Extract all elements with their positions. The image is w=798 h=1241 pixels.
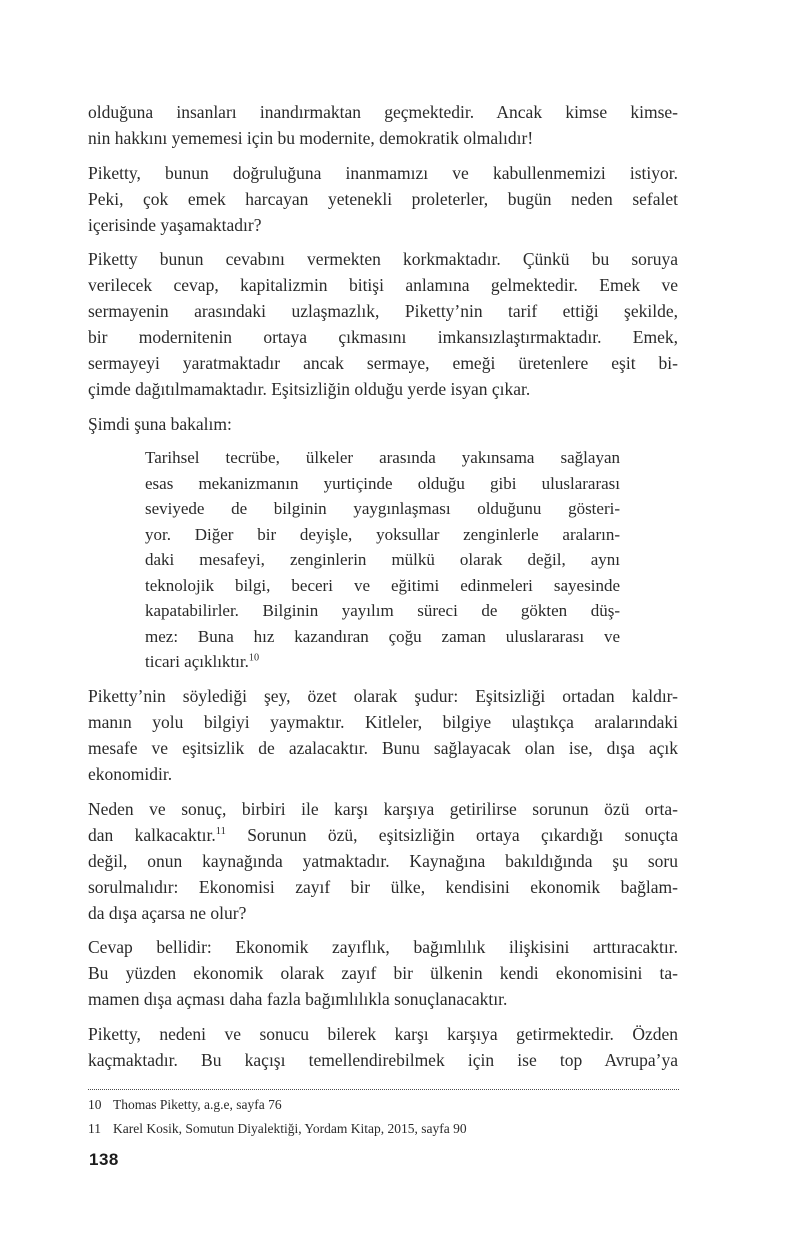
text-line: çimde dağıtılmamaktadır. Eşitsizliğin olduğu yerde isyan çıkar. bbox=[88, 379, 531, 399]
text-line: Piketty, bunun doğruluğuna inanmamızı ve kabullenmemizi istiyor. bbox=[88, 162, 678, 183]
footnote-separator bbox=[88, 1089, 679, 1090]
text-line: Peki, çok emek harcayan yetenekli proleterler, bugün neden sefalet bbox=[88, 188, 678, 209]
block-quote bbox=[88, 445, 678, 675]
text-line: dan kalkacaktır.$^{11}$ Sorunun özü, eşitsizliğin ortaya çıkardığı sonuçta bbox=[88, 824, 678, 845]
footnote bbox=[88, 1117, 679, 1141]
page-number: 138 bbox=[89, 1150, 119, 1169]
paragraph bbox=[88, 1021, 678, 1073]
text-line: mamen dışa açması daha fazla bağımlılıkla sonuçlanacaktır. bbox=[88, 989, 508, 1009]
text-line: Piketty, nedeni ve sonucu bilerek karşı karşıya getirmektedir. Özden bbox=[88, 1023, 678, 1044]
text-line: değil, onun kaynağında yatmaktadır. Kaynağına bakıldığında şu soru bbox=[88, 850, 678, 871]
paragraph bbox=[88, 411, 678, 437]
text-line: Piketty’nin söylediği şey, özet olarak şudur: Eşitsizliği ortadan kaldır- bbox=[88, 686, 678, 706]
text-line: Piketty bunun cevabını vermekten korkmaktadır. Çünkü bu soruya bbox=[88, 249, 678, 269]
text-line: nin hakkını yememesi için bu modernite, demokratik olmalıdır! bbox=[88, 128, 534, 148]
text-line: mesafe ve eşitsizlik de azalacaktır. Bunu sağlayacak olan ise, dışa açık bbox=[88, 738, 678, 758]
text-line: ekonomidir. bbox=[88, 764, 173, 784]
text-line: seviyede de bilginin yaygınlaşması olduğunu gösteri- bbox=[145, 499, 620, 518]
paragraph bbox=[88, 934, 678, 1012]
text-line: verilecek cevap, kapitalizmin bitişi anlamına gelmektedir. Emek ve bbox=[88, 275, 678, 295]
footnotes-section bbox=[88, 1093, 679, 1141]
text-line: ticari açıklıktır.$^{10}$ bbox=[145, 652, 260, 671]
paragraph bbox=[88, 683, 678, 787]
text-line: yor. Diğer bir deyişle, yoksullar zenginlerle araların- bbox=[145, 524, 620, 544]
text-line: olduğuna insanları inandırmaktan geçmektedir. Ancak kimse kimse- bbox=[88, 102, 678, 122]
paragraph bbox=[88, 99, 678, 151]
text-line: Bu yüzden ekonomik olarak zayıf bir ülkenin kendi ekonomisini ta- bbox=[88, 963, 678, 983]
footnote-reference: 10 bbox=[248, 652, 260, 664]
footnote-number: 10 bbox=[88, 1097, 102, 1112]
paragraph bbox=[88, 796, 678, 926]
footnote bbox=[88, 1093, 679, 1117]
text-line: Cevap bellidir: Ekonomik zayıflık, bağımlılık ilişkisini arttıracaktır. bbox=[88, 937, 678, 957]
text-line: manın yolu bilgiyi yaymaktır. Kitleler, bilgiye ulaştıkça aralarındaki bbox=[88, 712, 678, 732]
footnote-text: Thomas Piketty, a.g.e, sayfa 76 bbox=[113, 1097, 282, 1112]
text-line: teknolojik bilgi, beceri ve eğitimi edinmeleri sayesinde bbox=[145, 575, 620, 595]
footnote-number: 11 bbox=[88, 1121, 101, 1136]
text-line: sermayenin arasındaki uzlaşmazlık, Piketty’nin tarif ettiği şekilde, bbox=[88, 301, 678, 321]
text-line: kaçmaktadır. Bu kaçışı temellendirebilmek için ise top Avrupa’ya bbox=[88, 1049, 678, 1070]
text-line: Neden ve sonuç, birbiri ile karşı karşıya getirilirse sorunun özü orta- bbox=[88, 798, 678, 819]
text-line: mez: Buna hız kazandıran çoğu zaman uluslararası ve bbox=[145, 626, 620, 646]
text-line: içerisinde yaşamaktadır? bbox=[88, 214, 262, 235]
text-line: Şimdi şuna bakalım: bbox=[88, 413, 232, 434]
page-content bbox=[88, 99, 678, 1081]
text-line: esas mekanizmanın yurtiçinde olduğu gibi uluslararası bbox=[145, 473, 620, 493]
text-line: kapatabilirler. Bilginin yayılım süreci de gökten düş- bbox=[145, 601, 620, 620]
footnote-reference: 11 bbox=[215, 825, 226, 837]
paragraph bbox=[88, 246, 678, 402]
paragraph bbox=[88, 160, 678, 238]
footnote-text: Karel Kosik, Somutun Diyalektiği, Yordam Kitap, 2015, sayfa 90 bbox=[113, 1121, 467, 1136]
text-line: Tarihsel tecrübe, ülkeler arasında yakınsama sağlayan bbox=[145, 448, 620, 467]
text-line: da dışa açarsa ne olur? bbox=[88, 902, 247, 923]
text-line: sermayeyi yaratmaktadır ancak sermaye, emeği üretenlere eşit bi- bbox=[88, 353, 678, 373]
text-line: sorulmalıdır: Ekonomisi zayıf bir ülke, kendisini ekonomik bağlam- bbox=[88, 876, 678, 897]
text-line: bir modernitenin ortaya çıkmasını imkansızlaştırmaktadır. Emek, bbox=[88, 327, 678, 347]
text-line: daki mesafeyi, zenginlerin mülkü olarak değil, aynı bbox=[145, 550, 620, 569]
